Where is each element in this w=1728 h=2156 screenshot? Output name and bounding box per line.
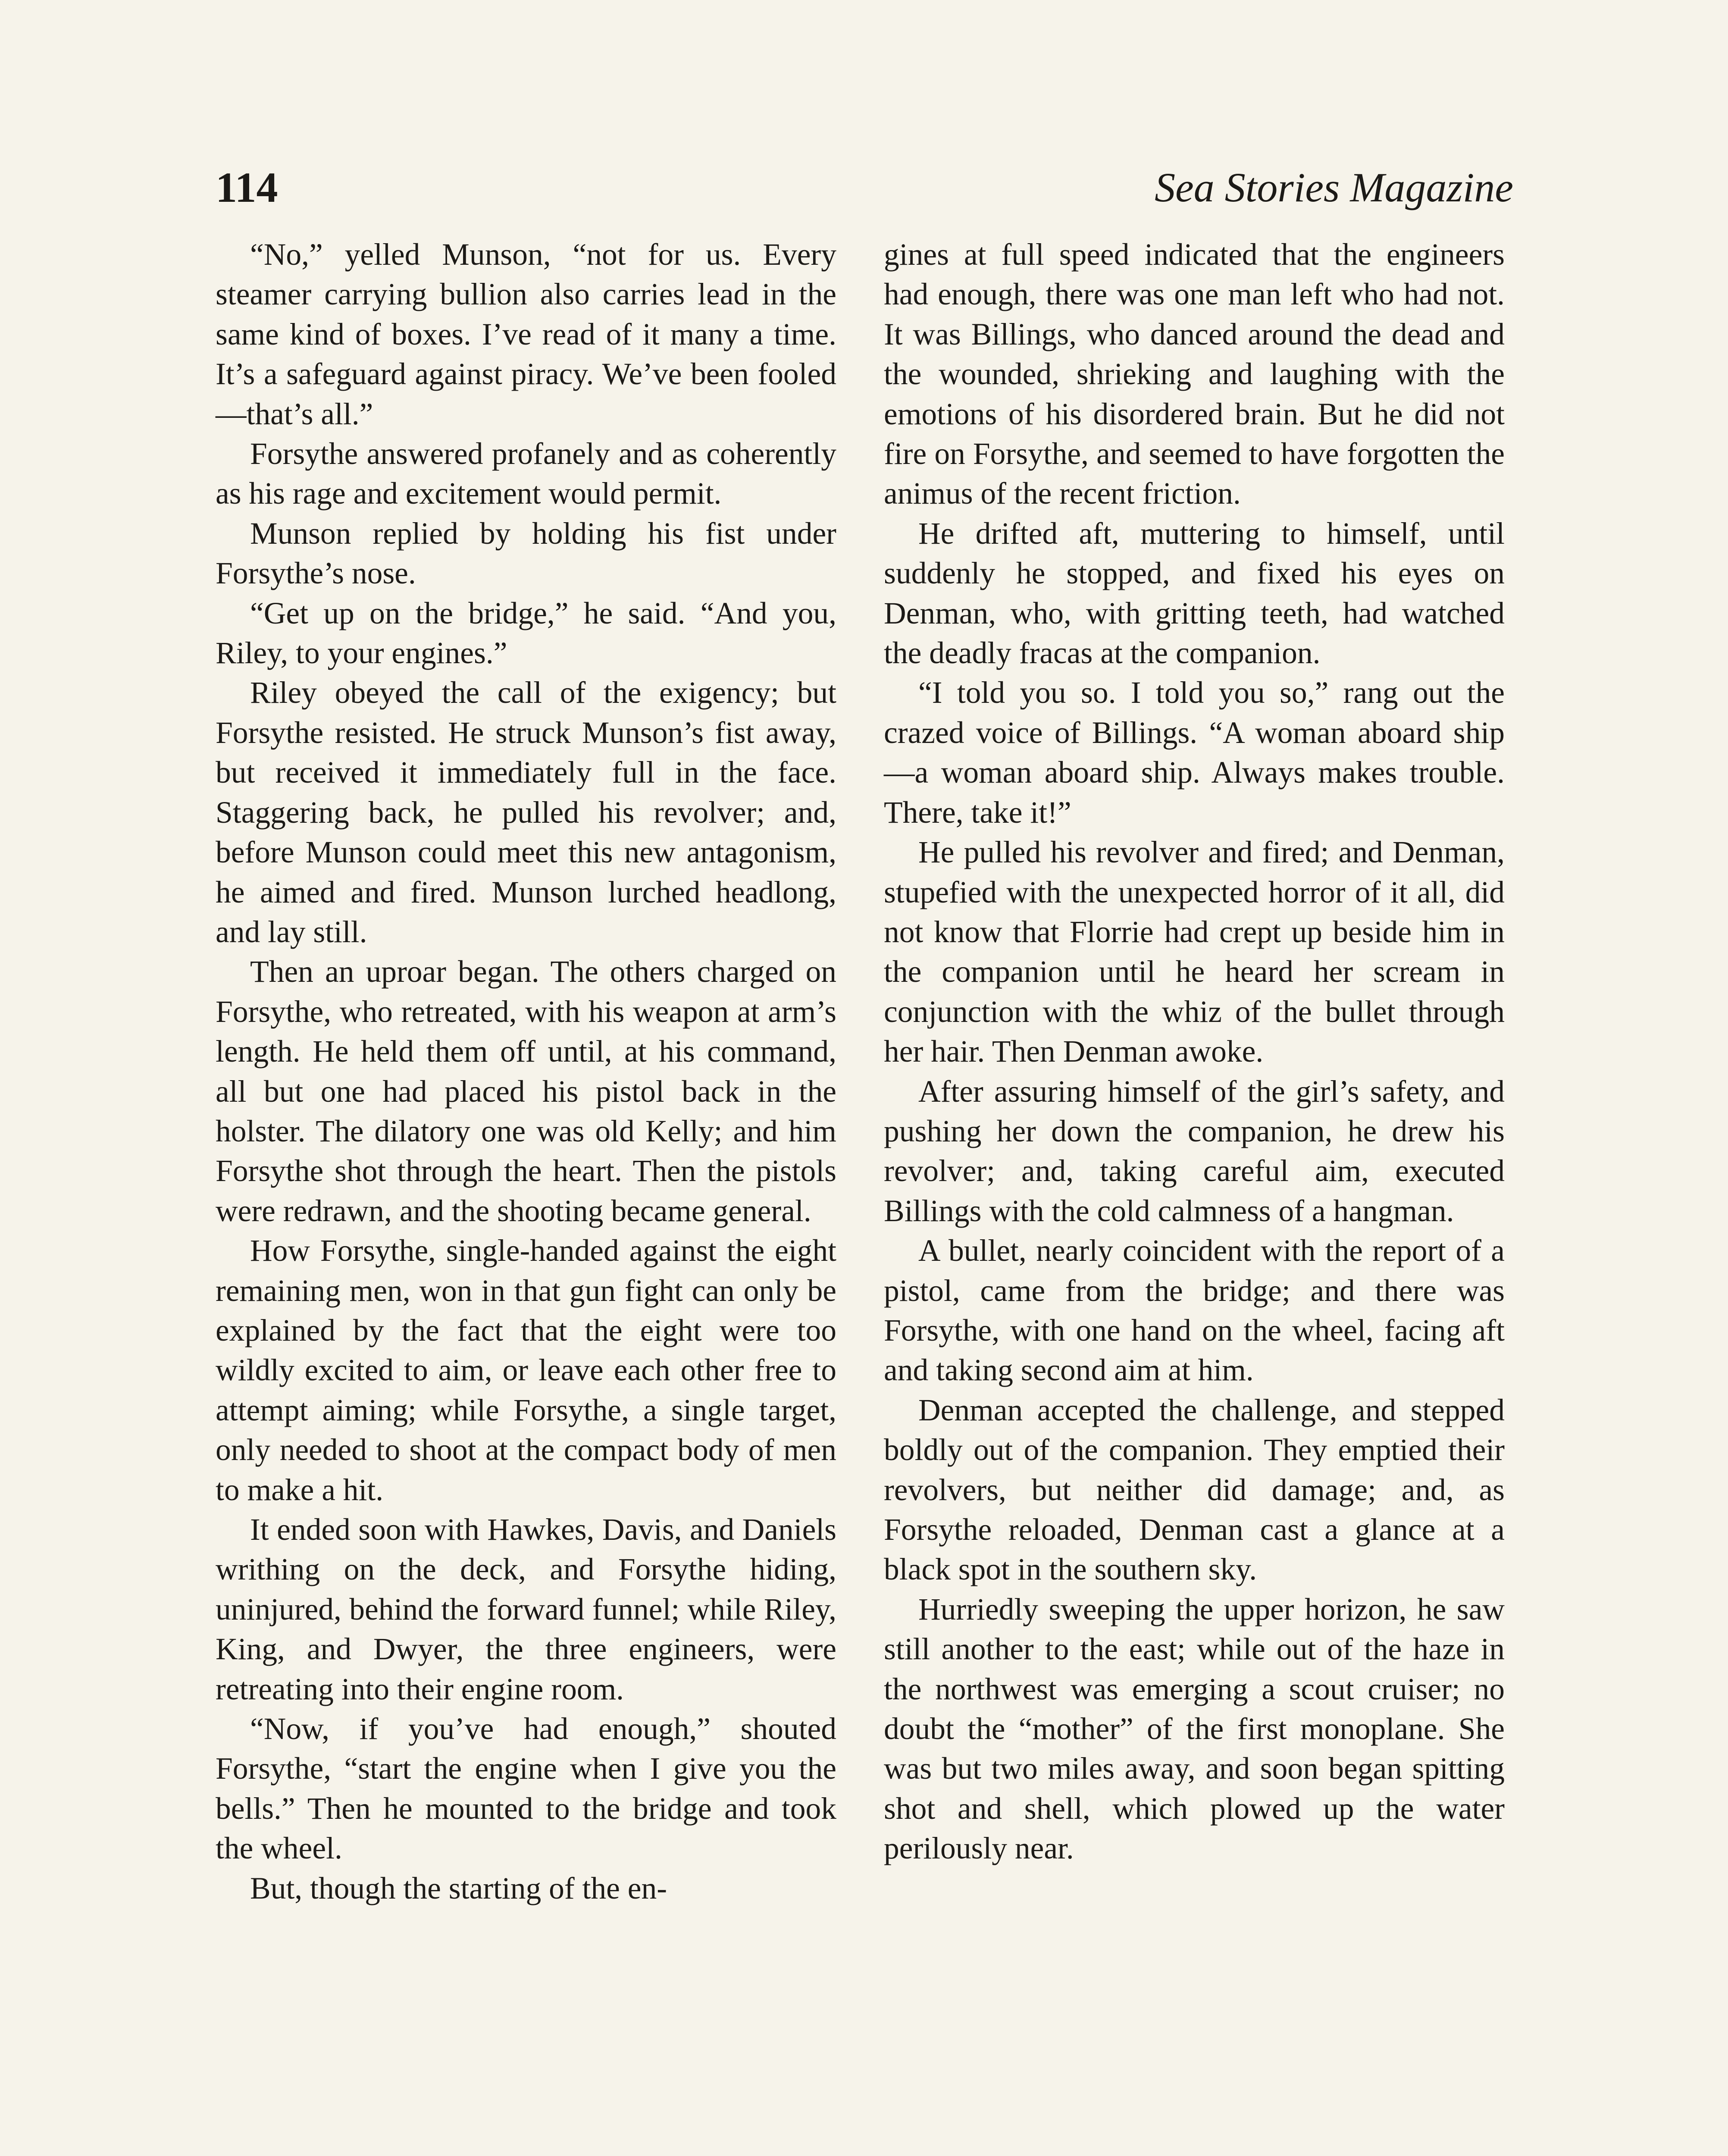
paragraph: “Now, if you’ve had enough,” shouted Forsythe, “start the engine when I give you the bells.” Then he mounted to the bridge and took the wheel. (216, 1712, 836, 1866)
magazine-title: Sea Stories Magazine (1155, 164, 1513, 210)
paragraph: He drifted aft, muttering to himself, until suddenly he stopped, and fixed his eyes on Denman, who, with gritting teeth, had watched the deadly fracas at the companion. (884, 516, 1505, 671)
page-number: 114 (216, 163, 278, 211)
paragraph-continuation: gines at full speed indicated that the engineers had enough, there was one man left who had not. It was Billings, who danced around the dead and the wounded, shrieking and laughing with the emotions of his disordered brain. But he did not fire on Forsythe, and seemed to have forgotten the animus of the recent friction. (884, 238, 1505, 511)
paragraph: “No,” yelled Munson, “not for us. Every steamer carrying bullion also carries lead in the same kind of boxes. I’ve read of it many a time. It’s a safeguard against piracy. We’ve been fooled—that’s all.” (216, 238, 836, 431)
paragraph: “I told you so. I told you so,” rang out the crazed voice of Billings. “A woman aboard ship—a woman aboard ship. Always makes trouble. There, take it!” (884, 676, 1505, 830)
paragraph: After assuring himself of the girl’s safety, and pushing her down the companion, he drew his revolver; and, taking careful aim, executed Billings with the cold calmness of a hangman. (884, 1074, 1505, 1228)
paragraph: Then an uproar began. The others charged on Forsythe, who retreated, with his weapon at arm’s length. He held them off until, at his command, all but one had placed his pistol back in the holster. The dilatory one was old Kelly; and him Forsythe shot through the heart. Then the pistols were redrawn, and the shooting became general. (216, 955, 836, 1228)
paragraph: But, though the starting of the en- (250, 1871, 667, 1905)
paragraph: Hurriedly sweeping the upper horizon, he saw still another to the east; while out of the haze in the northwest was emerging a scout cruiser; no doubt the “mother” of the first monoplane. She was but two miles away, and soon began spitting shot and shell, which plowed up the water perilously near. (884, 1592, 1505, 1866)
paragraph: He pulled his revolver and fired; and Denman, stupefied with the unexpected horror of it all, did not know that Florrie had crept up beside him in the companion until he heard her scream in conjunction with the whiz of the bullet through her hair. Then Denman awoke. (884, 835, 1505, 1069)
left-column (216, 235, 836, 1908)
paragraph: Forsythe answered profanely and as coherently as his rage and excitement would permit. (216, 437, 836, 511)
paragraph: How Forsythe, single-handed against the eight remaining men, won in that gun fight can only be explained by the fact that the eight were too wildly excited to aim, or leave each other free to attempt aiming; while Forsythe, a single target, only needed to shoot at the compact body of men to make a hit. (216, 1234, 836, 1507)
paragraph: It ended soon with Hawkes, Davis, and Daniels writhing on the deck, and Forsythe hiding, uninjured, behind the forward funnel; while Riley, King, and Dwyer, the three engineers, were retreating into their engine room. (216, 1513, 836, 1706)
paragraph: Denman accepted the challenge, and stepped boldly out of the companion. They emptied their revolvers, but neither did damage; and, as Forsythe reloaded, Denman cast a glance at a black spot in the southern sky. (884, 1393, 1505, 1587)
page-header (216, 155, 1513, 220)
paragraph: Munson replied by holding his fist under Forsythe’s nose. (216, 516, 836, 591)
paragraph: Riley obeyed the call of the exigency; but Forsythe resisted. He struck Munson’s fist away, but received it immediately full in the face. Staggering back, he pulled his revolver; and, before Munson could meet this new antagonism, he aimed and fired. Munson lurched headlong, and lay still. (216, 676, 836, 949)
paragraph: A bullet, nearly coincident with the report of a pistol, came from the bridge; and there was Forsythe, with one hand on the wheel, facing aft and taking second aim at him. (884, 1234, 1505, 1388)
right-column (884, 235, 1505, 1869)
paragraph: “Get up on the bridge,” he said. “And you, Riley, to your engines.” (216, 596, 836, 671)
